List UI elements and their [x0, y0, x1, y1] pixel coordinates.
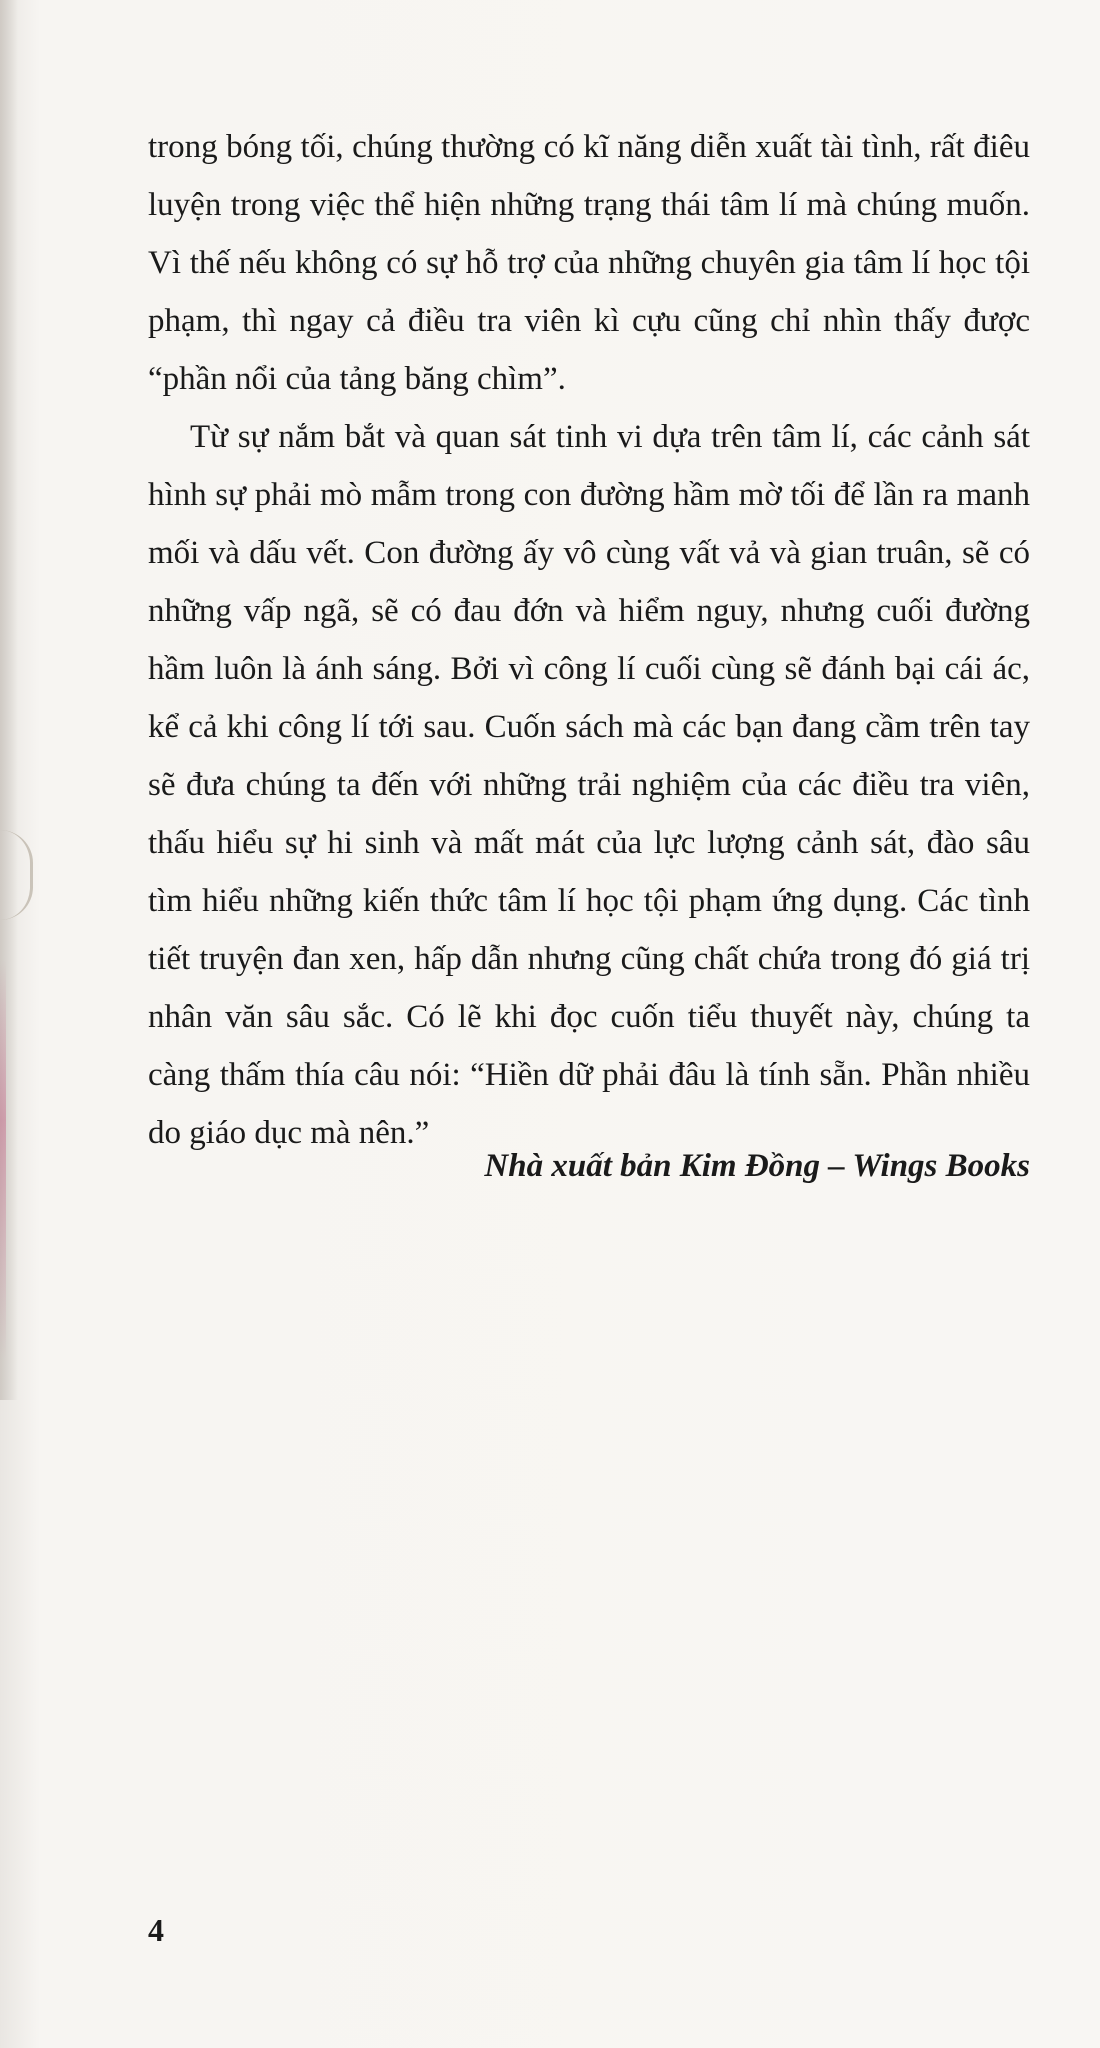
cover-edge-mark [0, 960, 6, 1360]
paragraph-2: Từ sự nắm bắt và quan sát tinh vi dựa trên tâm lí, các cảnh sát hình sự phải mò mẫm trong con đường hầm mờ tối để lần ra manh mối và dấu vết. Con đường ấy vô cùng vất vả và gian truân, sẽ có những vấp ngã, sẽ có đau đớn và hiểm nguy, nhưng cuối đường hầm luôn là ánh sáng. Bởi vì công lí cuối cùng sẽ đánh bại cái ác, kể cả khi công lí tới sau. Cuốn sách mà các bạn đang cầm trên tay sẽ đưa chúng ta đến với những trải nghiệm của các điều tra viên, thấu hiểu sự hi sinh và mất mát của lực lượng cảnh sát, đào sâu tìm hiểu những kiến thức tâm lí học tội phạm ứng dụng. Các tình tiết truyện đan xen, hấp dẫn nhưng cũng chất chứa trong đó giá trị nhân văn sâu sắc. Có lẽ khi đọc cuốn tiểu thuyết này, chúng ta càng thấm thía câu nói: “Hiền dữ phải đâu là tính sẵn. Phần nhiều do giáo dục mà nên.” [148, 419, 1030, 1151]
body-text [148, 118, 1030, 1162]
publisher-signature: Nhà xuất bản Kim Đồng – Wings Books [484, 1148, 1030, 1184]
page-number: 4 [148, 1912, 164, 1948]
binding-curve [0, 830, 33, 920]
paragraph-1: trong bóng tối, chúng thường có kĩ năng diễn xuất tài tình, rất điêu luyện trong việc thể hiện những trạng thái tâm lí mà chúng muốn. Vì thế nếu không có sự hỗ trợ của những chuyên gia tâm lí học tội phạm, thì ngay cả điều tra viên kì cựu cũng chỉ nhìn thấy được “phần nổi của tảng băng chìm”. [148, 129, 1030, 397]
